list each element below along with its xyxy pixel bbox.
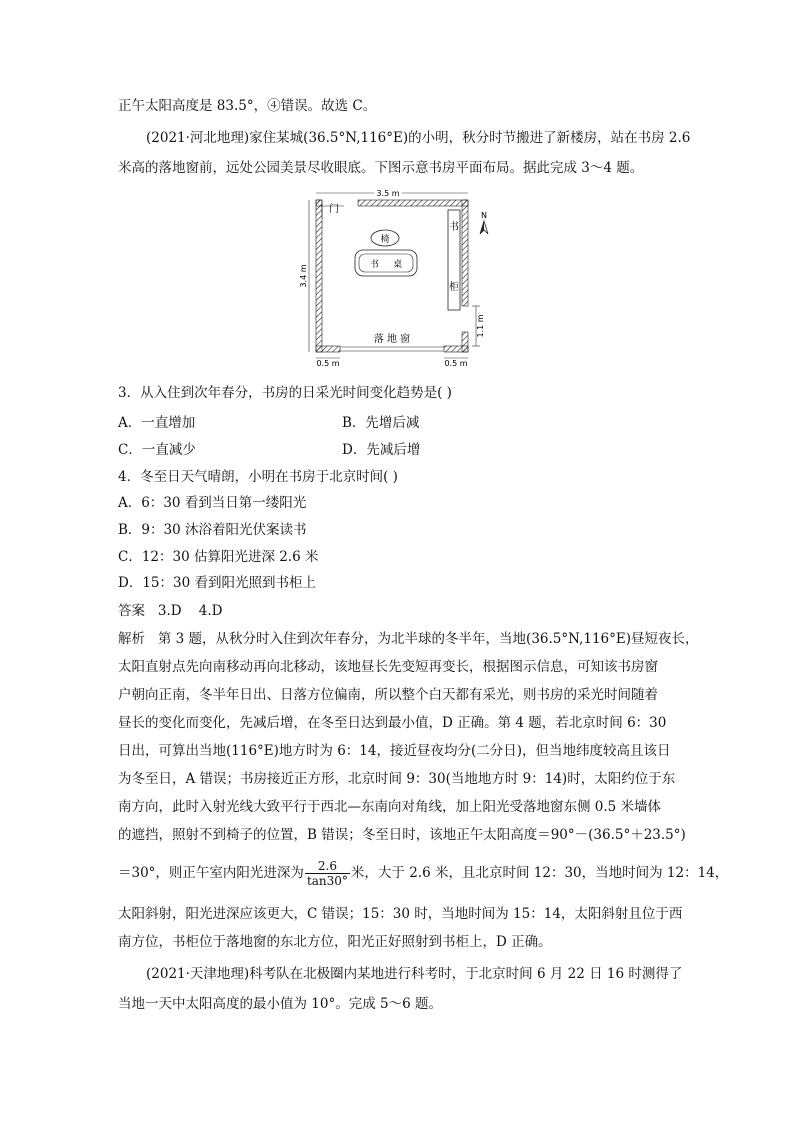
fraction-numerator: 2.6 xyxy=(305,859,350,874)
analysis-line: 的遮挡，照射不到椅子的位置，B 错误；冬至日时，该地正午太阳高度＝90°－(36.5°＋23.5°) xyxy=(118,827,686,843)
option-4a: A．6：30 看到当日第一缕阳光 xyxy=(118,495,307,511)
analysis-line-fraction xyxy=(118,858,728,888)
analysis-line: 昼长的变化而变化，先减后增，在冬至日达到最小值，D 正确。第 4 题，若北京时间 6：30 xyxy=(118,715,667,731)
option-4c: C．12：30 估算阳光进深 2.6 米 xyxy=(118,549,319,565)
dim-right-label: 1.1 m xyxy=(476,314,485,338)
analysis-line: 太阳斜射，阳光进深应该更大，C 错误；15：30 时，当地时间为 15：14，太阳斜射且位于西 xyxy=(118,906,683,922)
desk-label: 书 桌 xyxy=(369,260,403,270)
answer-label: 答案 xyxy=(118,603,145,619)
dim-bottom-left-label: 0.5 m xyxy=(316,359,340,368)
option-3d: D．先减后增 xyxy=(342,442,421,458)
answer-line xyxy=(118,601,222,621)
analysis-text: 第 3 题，从秋分时入住到次年春分，为北半球的冬半年，当地(36.5°N,116°E)昼短夜长， xyxy=(157,631,699,647)
north-label: N xyxy=(481,211,487,220)
option-4b: B．9：30 沐浴着阳光伏案读书 xyxy=(118,522,307,538)
analysis-text: 米，大于 2.6 米，且北京时间 12：30，当地时间为 12：14， xyxy=(350,865,729,881)
shelf-label-bottom: 柜 xyxy=(449,282,459,293)
option-3b: B．先增后减 xyxy=(342,415,420,431)
text-line: 正午太阳高度是 83.5°，④错误。故选 C。 xyxy=(118,98,377,114)
analysis-line: 南方向，此时入射光线大致平行于西北—东南向对角线，加上阳光受落地窗东侧 0.5 米墙体 xyxy=(118,799,662,815)
study-room-floor-plan xyxy=(300,186,520,366)
analysis-label: 解析 xyxy=(118,631,145,647)
window-label: 落 地 窗 xyxy=(373,334,411,345)
analysis-line: 南方位，书柜位于落地窗的东北方位，阳光正好照射到书柜上，D 正确。 xyxy=(118,934,552,950)
fraction-denominator: tan30° xyxy=(306,874,348,888)
option-3c: C．一直减少 xyxy=(118,442,196,458)
analysis-text: ＝30°，则正午室内阳光进深为 xyxy=(118,865,304,881)
next-question-intro: 当地一天中太阳高度的最小值为 10°。完成 5～6 题。 xyxy=(118,996,442,1012)
option-4d: D．15：30 看到阳光照到书柜上 xyxy=(118,575,316,591)
shelf-label-top: 书 xyxy=(449,222,459,233)
chair-label: 椅 xyxy=(380,235,390,245)
option-3a: A．一直增加 xyxy=(118,415,196,431)
answer-value: 3.D 4.D xyxy=(157,603,223,619)
analysis-line: 为冬至日，A 错误；书房接近正方形，北京时间 9：30(当地地方时 9：14)时，太阳约位于东 xyxy=(118,771,676,787)
door-label: 门 xyxy=(329,204,339,215)
analysis-line: 太阳直射点先向南移动再向北移动，该地昼长先变短再变长，根据图示信息，可知该书房窗 xyxy=(118,659,658,675)
question-4: 4．冬至日天气晴朗，小明在书房于北京时间( ) xyxy=(118,469,398,485)
dim-top-label: 3.5 m xyxy=(376,189,400,198)
next-question-intro: (2021·天津地理)科考队在北极圈内某地进行科考时，于北京时间 6 月 22 日 16 时测得了 xyxy=(146,966,683,982)
analysis-line xyxy=(118,629,699,649)
dim-left-label: 3.4 m xyxy=(299,264,308,288)
text-line: 米高的落地窗前，远处公园美景尽收眼底。下图示意书房平面布局。据此完成 3～4 题。 xyxy=(118,160,644,176)
north-arrow-icon xyxy=(480,221,488,234)
text-line: (2021·河北地理)家住某城(36.5°N,116°E)的小明，秋分时节搬进了新楼房，站在书房 2.6 xyxy=(146,130,691,146)
fraction xyxy=(305,859,350,888)
analysis-line: 日出，可算出当地(116°E)地方时为 6：14，接近昼夜均分(二分日)，但当地纬度较高且该日 xyxy=(118,743,671,759)
question-3: 3．从入住到次年春分，书房的日采光时间变化趋势是( ) xyxy=(118,385,452,401)
analysis-line: 户朝向正南，冬半年日出、日落方位偏南，所以整个白天都有采光，则书房的采光时间随着 xyxy=(118,687,658,703)
dim-bottom-right-label: 0.5 m xyxy=(444,359,468,368)
